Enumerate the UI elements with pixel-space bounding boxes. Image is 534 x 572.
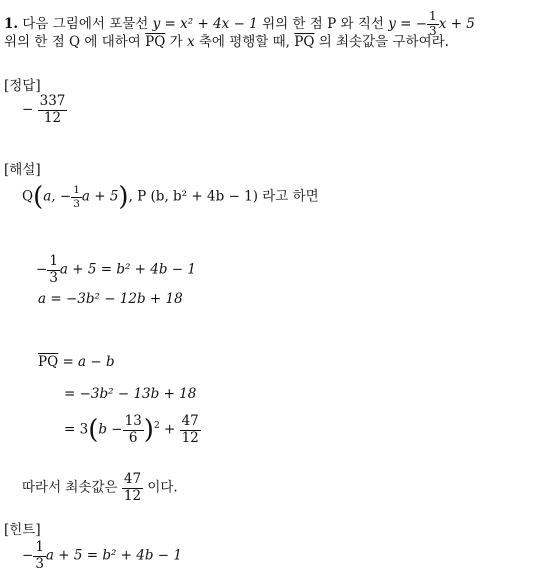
line-slope-fraction: $\frac{1}{3}$	[429, 9, 437, 38]
equation-5: = 3(b − $\frac{13}{6}$ )$^2$ + $\frac{47}{12}$	[64, 413, 199, 446]
solution-definition: Q(a, − $\frac{1}{3}$ a + 5), P (b, b² + 4b − 1) 라고 하면	[22, 182, 319, 212]
solution-label: [해설]	[4, 162, 41, 178]
answer-fraction: $\frac{337}{12}$	[39, 93, 66, 126]
equation-3: $\overline{PQ} = a - b$	[38, 354, 115, 370]
answer-label: [정답]	[4, 78, 41, 94]
problem-line-2: 위의 한 점 Q 에 대하여 $\overline{PQ}$ 가 x 축에 평행할 때, $\overline{PQ}$ 의 최솟값을 구하여라.	[4, 34, 449, 50]
equation-1: − $\frac{1}{3}$ a + 5 = b² + 4b − 1	[36, 253, 196, 286]
conclusion: 따라서 최솟값은 $\frac{47}{12}$ 이다.	[22, 471, 178, 504]
hint-equation: − $\frac{1}{3}$ a + 5 = b² + 4b − 1	[22, 539, 182, 572]
problem-number: 1.	[4, 15, 19, 32]
equation-4: = −3b² − 13b + 18	[64, 386, 197, 402]
problem-line-1: 1. 다음 그림에서 포물선 y = x² + 4x − 1 위의 한 점 P 와 직선 y = − $\frac{1}{3}$ x + 5	[4, 9, 475, 38]
answer-value: − $\frac{337}{12}$	[22, 93, 66, 126]
equation-2: a = −3b² − 12b + 18	[38, 291, 183, 307]
hint-label: [힌트]	[4, 522, 41, 538]
parabola-equation: y = x² + 4x − 1	[152, 15, 258, 32]
